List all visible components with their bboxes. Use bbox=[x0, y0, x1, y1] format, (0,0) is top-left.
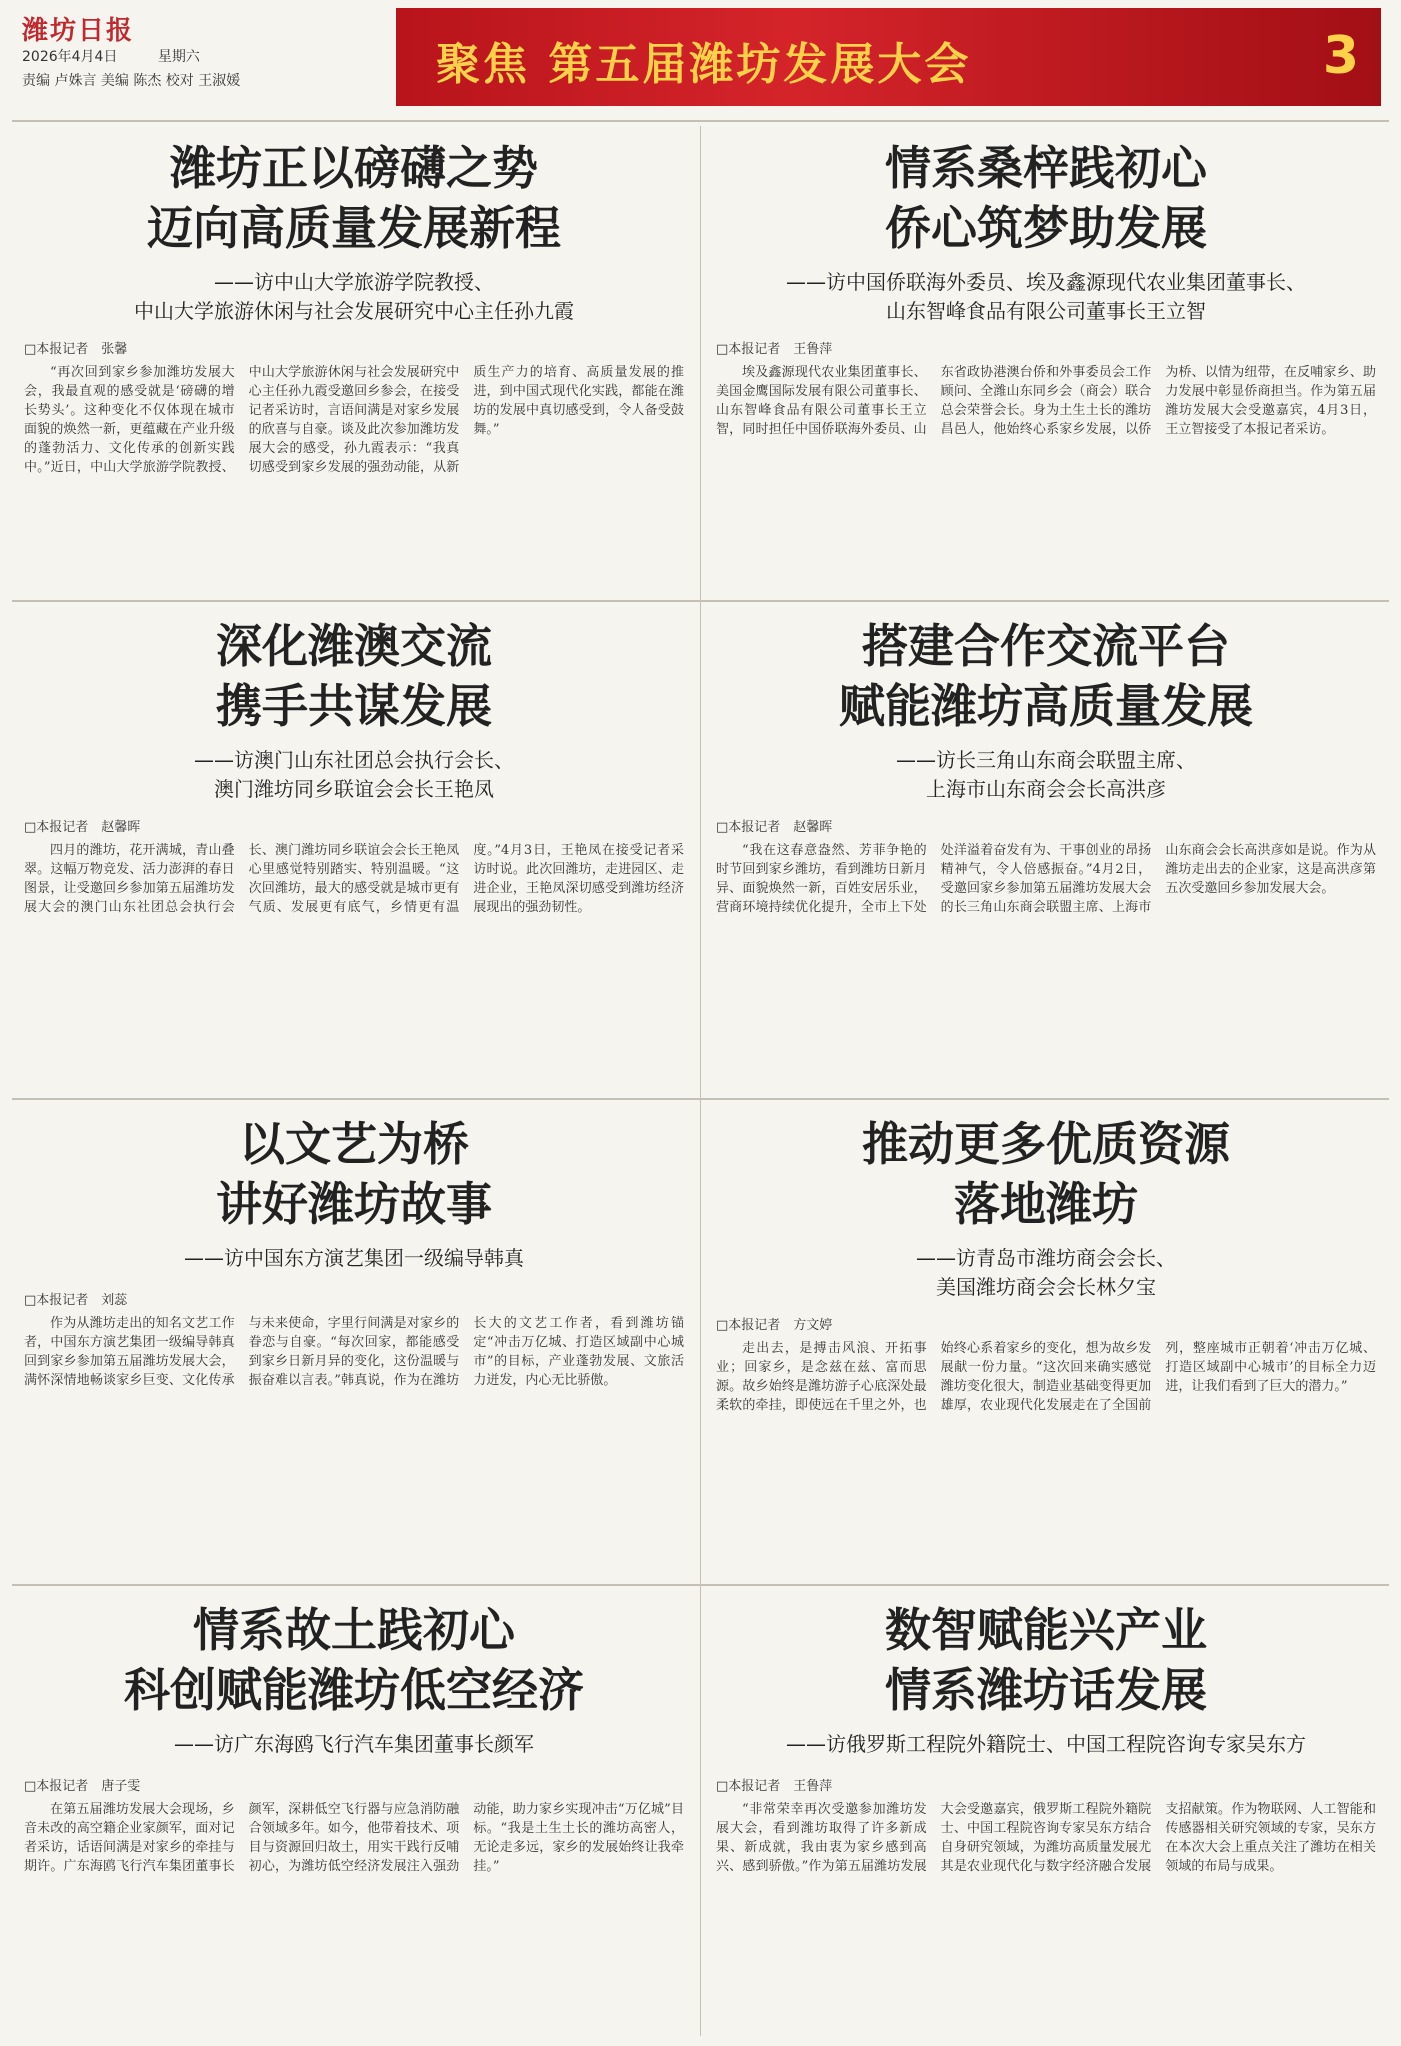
article-subtitle-line1: ——访广东海鸥飞行汽车集团董事长颜军 bbox=[174, 1732, 534, 1756]
section-banner bbox=[396, 8, 1381, 106]
article-headline-line2: 讲好潍坊故事 bbox=[216, 1177, 492, 1231]
article-wang-lizhi bbox=[716, 138, 1376, 523]
article-byline: □本报记者 王鲁萍 bbox=[716, 1779, 833, 1794]
row-divider-2 bbox=[12, 1098, 1389, 1100]
article-byline: □本报记者 唐子雯 bbox=[24, 1779, 141, 1794]
top-divider bbox=[12, 120, 1389, 122]
article-gao-hongyan bbox=[716, 616, 1376, 1001]
article-body: 在第五届潍坊发展大会现场，乡音未改的高空籍企业家颜军，面对记者采访，话语间满是对家乡的牵挂与期许。广东海鸥飞行汽车集团董事长颜军，深耕低空飞行器与应急消防融合领域多年。如今，他带着技术、项目与资源回归故土，用实干践行反哺初心，为潍坊低空经济发展注入强劲动能，助力家乡实现冲击“万亿城”目标。“我是土生土长的潍坊高密人，无论走多远，家乡的发展始终让我牵挂。” bbox=[24, 1802, 684, 1874]
article-headline-line2: 科创赋能潍坊低空经济 bbox=[124, 1663, 584, 1717]
article-subtitle-line2: 上海市山东商会会长高洪彦 bbox=[926, 777, 1166, 801]
article-byline: □本报记者 张馨 bbox=[24, 342, 128, 357]
article-han-zhen bbox=[24, 1114, 684, 1494]
article-subtitle-line2: 美国潍坊商会会长林夕宝 bbox=[936, 1275, 1156, 1299]
row-divider-3 bbox=[12, 1584, 1389, 1586]
article-byline: □本报记者 赵馨晖 bbox=[24, 820, 141, 835]
article-body: 四月的潍坊，花开满城，青山叠翠。这幅万物竞发、活力澎湃的春日图景，让受邀回乡参加第五届潍坊发展大会的澳门山东社团总会执行会长、澳门潍坊同乡联谊会会长王艳凤心里感觉特别踏实、特别温暖。“这次回潍坊，最大的感受就是城市更有气质、发展更有底气，乡情更有温度。”4月3日，王艳凤在接受记者采访时说。此次回潍坊，走进园区、走进企业，王艳凤深切感受到潍坊经济展现出的强劲韧性。 bbox=[24, 843, 684, 915]
newspaper-logo: 潍坊日报 bbox=[22, 16, 135, 46]
article-headline-line1: 搭建合作交流平台 bbox=[862, 619, 1230, 673]
article-subtitle-line1: ——访澳门山东社团总会执行会长、 bbox=[194, 748, 514, 772]
masthead bbox=[0, 0, 1401, 118]
article-headline-line2: 落地潍坊 bbox=[954, 1177, 1138, 1231]
article-byline: □本报记者 方文婷 bbox=[716, 1318, 833, 1333]
article-headline-line2: 迈向高质量发展新程 bbox=[147, 201, 561, 255]
article-body: “非常荣幸再次受邀参加潍坊发展大会，看到潍坊取得了许多新成果、新成就，我由衷为家乡感到高兴、感到骄傲。”作为第五届潍坊发展大会受邀嘉宾，俄罗斯工程院外籍院士、中国工程院咨询专家吴东方结合自身研究领域，为潍坊高质量发展尤其是农业现代化与数字经济融合发展支招献策。作为物联网、人工智能和传感器相关研究领域的专家，吴东方在本次大会上重点关注了潍坊在相关领域的布局与成果。 bbox=[716, 1802, 1376, 1874]
article-byline: □本报记者 赵馨晖 bbox=[716, 820, 833, 835]
article-body: “我在这春意盎然、芳菲争艳的时节回到家乡潍坊，看到潍坊日新月异、面貌焕然一新，百姓安居乐业，营商环境持续优化提升，全市上下处处洋溢着奋发有为、干事创业的昂扬精神气，令人倍感振奋。”4月2日，受邀回家乡参加第五届潍坊发展大会的长三角山东商会联盟主席、上海市山东商会会长高洪彦如是说。作为从潍坊走出去的企业家，这是高洪彦第五次受邀回乡参加发展大会。 bbox=[716, 843, 1376, 915]
article-byline: □本报记者 刘蕊 bbox=[24, 1293, 128, 1308]
article-subtitle-line1: ——访青岛市潍坊商会会长、 bbox=[916, 1246, 1176, 1270]
article-headline-line2: 赋能潍坊高质量发展 bbox=[839, 679, 1253, 733]
article-headline-line1: 数智赋能兴产业 bbox=[885, 1603, 1207, 1657]
article-subtitle-line1: ——访中山大学旅游学院教授、 bbox=[214, 270, 494, 294]
page-number: 3 bbox=[1322, 26, 1359, 86]
article-subtitle-line2: 山东智峰食品有限公司董事长王立智 bbox=[886, 299, 1206, 323]
article-subtitle-line1: ——访长三角山东商会联盟主席、 bbox=[896, 748, 1196, 772]
article-headline-line1: 推动更多优质资源 bbox=[862, 1117, 1230, 1171]
article-byline: □本报记者 王鲁萍 bbox=[716, 342, 833, 357]
article-lin-xibao bbox=[716, 1114, 1376, 1499]
article-subtitle-line2: 中山大学旅游休闲与社会发展研究中心主任孙九霞 bbox=[134, 299, 574, 323]
editors-line: 责编 卢姝言 美编 陈杰 校对 王淑媛 bbox=[22, 73, 241, 89]
article-headline-line1: 深化潍澳交流 bbox=[216, 619, 492, 673]
article-subtitle-line2: 澳门潍坊同乡联谊会会长王艳凤 bbox=[214, 777, 494, 801]
article-headline-line1: 以文艺为桥 bbox=[239, 1117, 469, 1171]
article-body: 作为从潍坊走出的知名文艺工作者，中国东方演艺集团一级编导韩真回到家乡参加第五届潍坊发展大会，满怀深情地畅谈家乡巨变、文化传承与未来使命，字里行间满是对家乡的眷恋与自豪。“每次回家，都能感受到家乡日新月异的变化，这份温暖与振奋难以言表。”韩真说，作为在潍坊长大的文艺工作者，看到潍坊锚定“冲击万亿城、打造区域副中心城市”的目标，产业蓬勃发展、文旅活力迸发，内心无比骄傲。 bbox=[24, 1316, 684, 1388]
article-sun-jiuxia bbox=[24, 138, 684, 523]
banner-title: 聚焦 第五届潍坊发展大会 bbox=[436, 39, 972, 90]
issue-date: 2026年4月4日 bbox=[22, 49, 118, 65]
article-headline-line1: 潍坊正以磅礴之势 bbox=[170, 141, 538, 195]
article-subtitle-line1: ——访中国侨联海外委员、埃及鑫源现代农业集团董事长、 bbox=[786, 270, 1306, 294]
article-headline-line2: 情系潍坊话发展 bbox=[885, 1663, 1207, 1717]
article-body: “再次回到家乡参加潍坊发展大会，我最直观的感受就是‘磅礴的增长势头’。这种变化不仅体现在城市面貌的焕然一新，更蕴藏在产业升级的蓬勃活力、文化传承的创新实践中。”近日，中山大学旅游学院教授、中山大学旅游休闲与社会发展研究中心主任孙九霞受邀回乡参会，在接受记者采访时，言语间满是对家乡发展的欣喜与自豪。谈及此次参加潍坊发展大会的感受，孙九霞表示：“我真切感受到家乡发展的强劲动能，从新质生产力的培育、高质量发展的推进，到中国式现代化实践，都能在潍坊的发展中真切感受到，令人备受鼓舞。” bbox=[24, 365, 684, 475]
article-body: 埃及鑫源现代农业集团董事长、美国金鹰国际发展有限公司董事长、山东智峰食品有限公司董事长王立智，同时担任中国侨联海外委员、山东省政协港澳台侨和外事委员会工作顾问、全潍山东同乡会（商会）联合总会荣誉会长。身为土生土长的潍坊昌邑人，他始终心系家乡发展，以侨为桥、以情为纽带，在反哺家乡、助力发展中彰显侨商担当。作为第五届潍坊发展大会受邀嘉宾，4月3日，王立智接受了本报记者采访。 bbox=[716, 365, 1376, 437]
article-subtitle-line1: ——访俄罗斯工程院外籍院士、中国工程院咨询专家吴东方 bbox=[786, 1732, 1306, 1756]
column-divider bbox=[700, 126, 701, 2036]
article-wu-dongfang bbox=[716, 1600, 1376, 1990]
issue-date-line bbox=[22, 46, 200, 66]
article-yan-jun bbox=[24, 1600, 684, 1990]
article-subtitle-line1: ——访中国东方演艺集团一级编导韩真 bbox=[184, 1246, 524, 1270]
article-headline-line1: 情系桑梓践初心 bbox=[885, 141, 1207, 195]
article-headline-line2: 携手共谋发展 bbox=[216, 679, 492, 733]
issue-weekday: 星期六 bbox=[157, 49, 200, 65]
article-headline-line1: 情系故土践初心 bbox=[193, 1603, 515, 1657]
article-body: 走出去，是搏击风浪、开拓事业；回家乡，是念兹在兹、富而思源。故乡始终是潍坊游子心底深处最柔软的牵挂，即使远在千里之外，也始终心系着家乡的变化，想为故乡发展献一份力量。“这次回来确实感觉潍坊变化很大，制造业基础变得更加雄厚，农业现代化发展走在了全国前列，整座城市正朝着‘冲击万亿城、打造区域副中心城市’的目标全力迈进，让我们看到了巨大的潜力。” bbox=[716, 1341, 1376, 1413]
article-wang-yanfeng bbox=[24, 616, 684, 1001]
article-headline-line2: 侨心筑梦助发展 bbox=[885, 201, 1207, 255]
row-divider-1 bbox=[12, 600, 1389, 602]
